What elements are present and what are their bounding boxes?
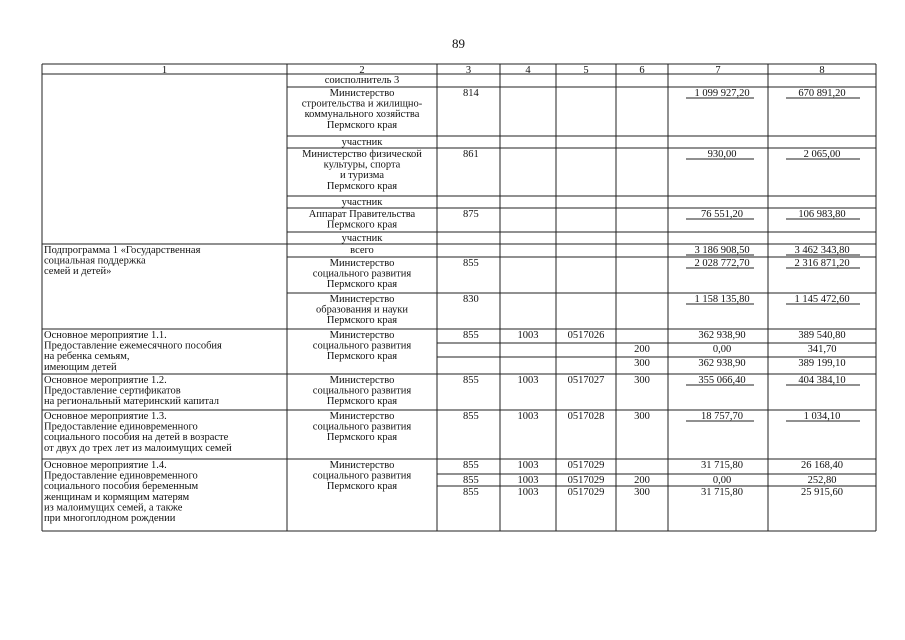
executor-name: Аппарат Правительства	[308, 209, 416, 220]
executor-name: всего	[350, 245, 374, 256]
executor-name: культуры, спорта	[323, 159, 401, 171]
code-vr: 300	[634, 375, 650, 386]
amount-year-2: 1 034,10	[803, 411, 841, 422]
program-name: при многоплодном рождении	[44, 513, 176, 524]
program-name: имеющим детей	[44, 361, 117, 373]
amount-year-1: 3 186 908,50	[694, 245, 750, 256]
program-name: от двух до трех лет из малоимущих семей	[44, 442, 232, 454]
amount-year-1: 362 938,90	[698, 358, 746, 369]
amount-year-2: 3 462 343,80	[794, 245, 850, 256]
executor-name: Пермского края	[326, 219, 398, 231]
code-rz-pr: 1003	[517, 330, 539, 341]
executor-name: социального развития	[312, 385, 412, 397]
executor-name: Пермского края	[326, 351, 398, 363]
code-gr: 861	[463, 149, 479, 160]
code-gr: 830	[463, 294, 479, 305]
program-name: Предоставление единовременного	[44, 470, 198, 482]
program-name: Основное мероприятие 1.2.	[44, 375, 167, 386]
program-name: на региональный материнский капитал	[44, 396, 220, 408]
executor-name: коммунального хозяйства	[304, 109, 420, 121]
executor-name: Министерство	[329, 460, 395, 471]
header-cell: 2	[359, 65, 365, 76]
executor-name: соисполнитель 3	[324, 75, 400, 86]
executor-name: строительства и жилищно-	[301, 98, 423, 110]
code-csr: 0517026	[567, 330, 605, 341]
code-csr: 0517028	[567, 411, 605, 422]
program-name: Основное мероприятие 1.4.	[44, 460, 167, 471]
code-gr: 855	[463, 411, 479, 422]
executor-name: Пермского края	[326, 119, 398, 131]
amount-year-2: 341,70	[807, 344, 837, 355]
executor-name: Пермского края	[326, 432, 398, 444]
amount-year-1: 362 938,90	[698, 330, 746, 341]
code-rz-pr: 1003	[517, 487, 539, 498]
amount-year-2: 26 168,40	[801, 460, 843, 471]
program-name: из малоимущих семей, а также	[44, 502, 183, 514]
amount-year-2: 404 384,10	[798, 375, 846, 386]
amount-year-1: 2 028 772,70	[694, 258, 750, 269]
code-vr: 300	[634, 358, 650, 369]
code-csr: 0517029	[567, 475, 605, 486]
executor-name: Пермского края	[326, 315, 398, 327]
program-name: Предоставление ежемесячного пособия	[44, 340, 222, 352]
executor-name: Пермского края	[326, 279, 398, 291]
amount-year-2: 389 540,80	[798, 330, 846, 341]
executor-name: социального развития	[312, 470, 412, 482]
code-gr: 855	[463, 375, 479, 386]
code-rz-pr: 1003	[517, 460, 539, 471]
executor-name: Министерство	[329, 88, 395, 99]
header-cell: 6	[639, 65, 645, 76]
program-name: Подпрограмма 1 «Государственная	[44, 245, 201, 256]
program-name: социального пособия беременным	[44, 481, 199, 493]
code-csr: 0517029	[567, 460, 605, 471]
code-gr: 875	[463, 209, 479, 220]
executor-name: Министерство	[329, 330, 395, 341]
executor-name: Пермского края	[326, 481, 398, 493]
amount-year-1: 31 715,80	[701, 487, 743, 498]
code-rz-pr: 1003	[517, 375, 539, 386]
program-name: на ребенка семьям,	[44, 351, 130, 363]
executor-name: Министерство	[329, 258, 395, 269]
executor-name: участник	[341, 233, 383, 244]
executor-name: и туризма	[339, 170, 385, 182]
executor-name: Пермского края	[326, 180, 398, 192]
header-cell: 3	[465, 65, 472, 76]
amount-year-1: 0,00	[712, 344, 732, 355]
code-gr: 855	[463, 487, 479, 498]
amount-year-1: 0,00	[712, 475, 732, 486]
program-name: социальная поддержка	[44, 255, 146, 267]
code-vr: 300	[634, 411, 650, 422]
code-gr: 855	[463, 475, 479, 486]
code-vr: 200	[634, 344, 650, 355]
code-csr: 0517029	[567, 487, 605, 498]
page-number: 89	[452, 36, 465, 51]
program-name: Основное мероприятие 1.3.	[44, 411, 167, 422]
code-vr: 200	[634, 475, 650, 486]
executor-name: социального развития	[312, 340, 412, 352]
amount-year-1: 31 715,80	[701, 460, 743, 471]
executor-name: социального развития	[312, 268, 412, 280]
amount-year-1: 18 757,70	[701, 411, 743, 422]
amount-year-1: 930,00	[707, 149, 737, 160]
header-cell: 4	[525, 65, 531, 76]
amount-year-2: 2 316 871,20	[794, 258, 850, 269]
code-gr: 814	[463, 88, 479, 99]
program-name: Предоставление сертификатов	[44, 385, 181, 397]
executor-name: Министерство	[329, 294, 395, 305]
code-gr: 855	[463, 258, 479, 269]
executor-name: Пермского края	[326, 396, 398, 408]
amount-year-2: 2 065,00	[803, 149, 841, 160]
code-gr: 855	[463, 330, 479, 341]
program-name: женщинам и кормящим матерям	[44, 491, 190, 503]
amount-year-1: 1 158 135,80	[694, 294, 750, 305]
header-cell: 1	[161, 65, 168, 76]
code-rz-pr: 1003	[517, 475, 539, 486]
amount-year-2: 25 915,60	[801, 487, 843, 498]
executor-name: Министерство физической	[302, 149, 422, 160]
code-vr: 300	[634, 487, 650, 498]
code-rz-pr: 1003	[517, 411, 539, 422]
header-cell: 7	[715, 65, 721, 76]
executor-name: социального развития	[312, 421, 412, 433]
executor-name: Министерство	[329, 411, 395, 422]
executor-name: участник	[341, 197, 383, 208]
amount-year-2: 670 891,20	[798, 88, 846, 99]
program-name: социального пособия на детей в возрасте	[44, 432, 229, 444]
amount-year-1: 76 551,20	[701, 209, 743, 220]
amount-year-2: 1 145 472,60	[794, 294, 850, 305]
program-name: Предоставление единовременного	[44, 421, 198, 433]
header-cell: 8	[819, 65, 825, 76]
executor-name: участник	[341, 137, 383, 148]
amount-year-1: 1 099 927,20	[694, 88, 750, 99]
program-name: Основное мероприятие 1.1.	[44, 330, 167, 341]
code-csr: 0517027	[567, 375, 605, 386]
amount-year-1: 355 066,40	[698, 375, 746, 386]
amount-year-2: 106 983,80	[798, 209, 846, 220]
header-cell: 5	[583, 65, 589, 76]
executor-name: образования и науки	[316, 304, 408, 316]
executor-name: Министерство	[329, 375, 395, 386]
amount-year-2: 389 199,10	[798, 358, 846, 369]
program-name: семей и детей»	[44, 266, 112, 278]
code-gr: 855	[463, 460, 479, 471]
amount-year-2: 252,80	[807, 475, 837, 486]
